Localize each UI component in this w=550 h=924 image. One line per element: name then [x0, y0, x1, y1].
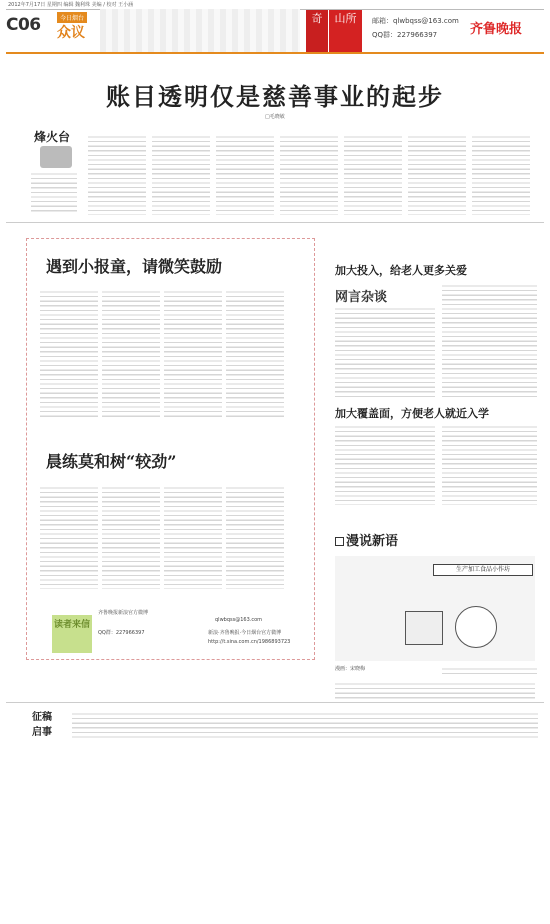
readers-footer-label: 读者来信 [52, 615, 92, 653]
main-text-col2 [88, 133, 146, 215]
cartoon-sign: 生产加工食品小作坊 [433, 564, 533, 576]
section-rule [6, 222, 544, 223]
article1-col4 [226, 288, 284, 418]
footer-text [72, 710, 538, 738]
header-rule [6, 52, 544, 54]
main-text-col4 [216, 133, 274, 215]
right-headline2: 加大覆盖面，方便老人就近入学 [335, 407, 489, 420]
weibo-label: 齐鲁晚报新浪官方微博 [98, 610, 149, 616]
main-text-col1 [31, 170, 77, 215]
main-headline: 账目透明仅是慈善事业的起步 [106, 82, 444, 111]
footer-label-1: 征稿 [32, 712, 52, 723]
article2-col4 [226, 484, 284, 589]
right-headline1: 加大投入，给老人更多关爱 [335, 264, 467, 277]
article1-title: 遇到小报童，请微笑鼓励 [46, 257, 223, 276]
header-pattern [100, 9, 300, 54]
right1-col2 [442, 282, 537, 400]
cartoon-character [455, 606, 497, 648]
page-number: C06 [6, 15, 41, 35]
article2-col1 [40, 484, 98, 589]
footer-label-2: 启事 [32, 727, 52, 738]
right-bottom-text [335, 680, 535, 700]
header-phone: QQ群：227966397 [372, 31, 438, 39]
column-logo-right: 山所 [329, 10, 362, 52]
article1-col2 [102, 288, 160, 418]
column-tag-photo [40, 146, 72, 168]
cartoon-section-title [335, 530, 398, 549]
footer-label [32, 710, 52, 740]
column-tag-box [34, 128, 74, 168]
article2-col2 [102, 484, 160, 589]
link-label: http://t.sina.com.cn/1986893723 [208, 639, 291, 645]
main-text-col5 [280, 133, 338, 215]
main-text-col3 [152, 133, 210, 215]
right1-col1 [335, 305, 435, 400]
page-meta: 2012年7月17日 星期四 编辑 魏利珠 美编 / 校对 王小涵 [8, 2, 134, 8]
section-title: 众议 [57, 25, 85, 41]
cartoon-section-label: 漫说新语 [346, 534, 399, 549]
column-tag: 烽火台 [34, 130, 71, 144]
main-text-col8 [472, 133, 530, 215]
section-square-icon [335, 537, 344, 546]
cartoon-caption: 漫画：宋晓梅 [335, 666, 366, 672]
article2-col3 [164, 484, 222, 589]
article2-title: 晨练莫和树“较劲” [46, 452, 177, 471]
cartoon-image [335, 556, 535, 661]
tencent-label: 新浪·齐鲁晚报·今日烟台官方微博 [208, 630, 282, 636]
article1-col3 [164, 288, 222, 418]
email-label: qlwbqss@163.com [215, 617, 263, 623]
article1-col1 [40, 288, 98, 418]
right2-col1 [335, 423, 435, 505]
main-text-col6 [344, 133, 402, 215]
main-byline: □毛晓敏 [265, 114, 285, 120]
column-logo-left: 奇 [306, 10, 328, 52]
right2-col2 [442, 423, 537, 505]
footer-rule [6, 702, 544, 703]
right-tag: 网言杂谈 [335, 290, 388, 305]
header-email: 邮箱：qlwbqss@163.com [372, 17, 459, 25]
main-text-col7 [408, 133, 466, 215]
qq-label: QQ群：227966397 [98, 630, 145, 636]
cartoon-figure [405, 611, 443, 645]
paper-name: 齐鲁晚报 [470, 22, 523, 37]
cartoon-caption-text [442, 665, 537, 675]
region-tag: 今日烟台 [57, 12, 87, 23]
